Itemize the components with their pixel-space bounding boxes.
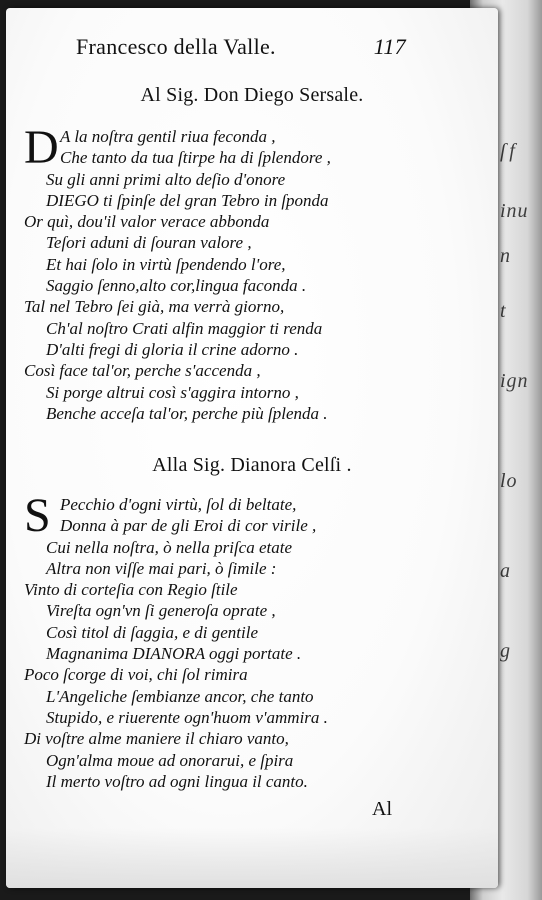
catchword: Al bbox=[372, 798, 392, 820]
poem-line: A la noſtra gentil riua feconda , bbox=[60, 127, 276, 146]
poem-line: Ogn'alma moue ad onorarui, e ſpira bbox=[46, 750, 294, 770]
poem-line: Vinto di corteſia con Regio ſtile bbox=[24, 580, 238, 600]
poem1-dropcap: D bbox=[24, 121, 59, 174]
poem-line: D'alti fregi di gloria il crine adorno . bbox=[46, 339, 299, 359]
book-page bbox=[6, 8, 498, 888]
running-head-author: Francesco della Valle. bbox=[76, 34, 276, 59]
poem-line: Saggio ſenno,alto cor,lingua faconda . bbox=[46, 276, 307, 296]
facing-page-edge: ſ f inu n t ign lo a g bbox=[470, 0, 542, 900]
poem-line: Poco ſcorge di voi, chi ſol rimira bbox=[24, 665, 248, 685]
poem-line: Teſori aduni di ſouran valore , bbox=[46, 233, 252, 253]
poem-line: Et hai ſolo in virtù ſpendendo l'ore, bbox=[46, 254, 286, 274]
poem2-dropcap: S bbox=[24, 489, 51, 542]
poem-line: Cui nella noſtra, ò nella priſca etate bbox=[46, 537, 293, 557]
poem2-title: Alla Sig. Dianora Celſi . bbox=[152, 454, 352, 476]
poem1-title: Al Sig. Don Diego Sersale. bbox=[140, 84, 364, 106]
running-head bbox=[76, 34, 406, 60]
poem-line: Vireſta ogn'vn ſi generoſa oprate , bbox=[46, 601, 276, 621]
poem-line: Pecchio d'ogni virtù, ſol di beltate, bbox=[60, 495, 297, 514]
poem-line: Di voſtre alme maniere il chiaro vanto, bbox=[24, 729, 289, 749]
poem2 bbox=[24, 489, 444, 792]
poem-line: Che tanto da tua ſtirpe ha di ſplendore , bbox=[60, 148, 331, 168]
poem-line: Benche acceſa tal'or, perche più ſplenda . bbox=[46, 403, 328, 423]
poem-line: Così titol di ſaggia, e di gentile bbox=[46, 622, 259, 642]
poem-line: Ch'al noſtro Crati alfin maggior ti renda bbox=[46, 318, 323, 338]
poem-line: Donna à par de gli Eroi di cor virile , bbox=[60, 516, 317, 536]
poem-line: Il merto voſtro ad ogni lingua il canto. bbox=[46, 771, 308, 791]
poem1 bbox=[24, 121, 444, 424]
poem-line: L'Angeliche ſembianze ancor, che tanto bbox=[46, 686, 314, 706]
poem-line: Altra non viſſe mai pari, ò ſimile : bbox=[46, 558, 277, 578]
poem-line: Tal nel Tebro ſei già, ma verrà giorno, bbox=[24, 297, 285, 317]
poem-line: Su gli anni primi alto deſio d'onore bbox=[46, 169, 286, 189]
page-number: 117 bbox=[373, 34, 406, 59]
poem-line: Così face tal'or, perche s'accenda , bbox=[24, 361, 261, 381]
poem-line: Stupido, e riuerente ogn'huom v'ammira . bbox=[46, 707, 328, 727]
poem-line: Or quì, dou'il valor verace abbonda bbox=[24, 212, 270, 232]
poem-line: DIEGO ti ſpinſe del gran Tebro in ſponda bbox=[46, 190, 329, 210]
poem-line: Magnanima DIANORA oggi portate . bbox=[46, 644, 302, 664]
poem-line: Si porge altrui così s'aggira intorno , bbox=[46, 382, 299, 402]
